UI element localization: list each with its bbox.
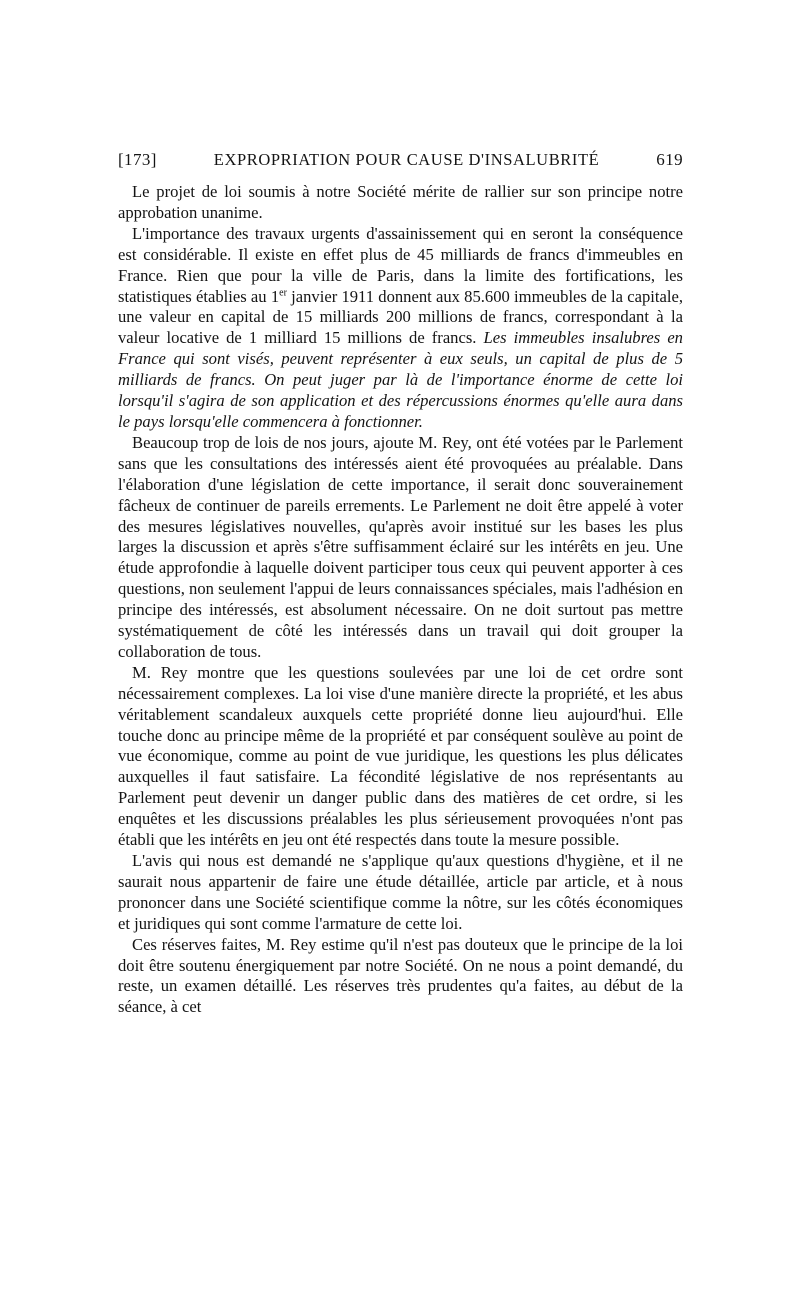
running-header (118, 150, 683, 170)
paragraph-2-italic-text: Les immeubles insalubres en France qui sont visés, peuvent représenter à eux seuls, un capital de plus de 5 milliards de francs. On peut juger par là de l'importance énorme de cette loi lorsqu'il s'agira de son application et des répercussions énormes qu'elle aura dans le pays lorsqu'elle commencera à fonctionner. (118, 328, 683, 431)
paragraph-6: Ces réserves faites, M. Rey estime qu'il n'est pas douteux que le principe de la loi doit être soutenu énergiquement par notre Société. On ne nous a point demandé, du reste, un examen détaillé. Les réserves très prudentes qu'a faites, au début de la séance, à cet (118, 934, 683, 1017)
paragraph-2-text: L'importance des travaux urgents d'assainissement qui en seront la conséquence est considérable. Il existe en effet plus de 45 milliards de francs d'immeubles en France. Rien que pour la ville de Paris, dans la limite des fortifications, les statistiques établies au 1 (118, 223, 683, 306)
paragraph-1: Le projet de loi soumis à notre Société mérite de rallier sur son principe notre approbation unanime. (118, 182, 683, 222)
page-number: 619 (656, 150, 683, 169)
document-page (118, 150, 683, 1018)
paragraph-3: Beaucoup trop de lois de nos jours, ajoute M. Rey, ont été votées par le Parlement sans que les consultations des intéressés aient été provoquées au préalable. Dans l'élaboration d'une législation de cette importance, il serait donc souverainement fâcheux de continuer de pareils errements. Le Parlement ne doit être appelé à voter des mesures législatives nouvelles, qu'après avoir institué sur les bases les plus larges la discussion et après s'être suffisamment éclairé sur les intérêts en jeu. Une étude approfondie à laquelle doivent participer tous ceux qui peuvent apporter à ces questions, non seulement l'appui de leurs connaissances spéciales, mais l'adhésion en principe des intéressés, est absolument nécessaire. On ne doit surtout pas mettre systématiquement de côté les intéressés dans un travail qui doit grouper la collaboration de tous. (118, 432, 683, 661)
body-text (118, 182, 683, 1018)
paragraph-4: M. Rey montre que les questions soulevées par une loi de cet ordre sont nécessairement complexes. La loi vise d'une manière directe la propriété, et les abus véritablement scandaleux auxquels cette propriété donne lieu aujourd'hui. Elle touche donc au principe même de la propriété et par conséquent soulève au point de vue économique, comme au point de vue juridique, les questions les plus délicates auxquelles il faut satisfaire. La fécondité législative de nos représentants au Parlement peut devenir un danger public dans des matières de cet ordre, si les enquêtes et les discussions préalables les plus sérieusement provoquées n'ont pas établi que les intérêts en jeu ont été respectés dans toute la mesure possible. (118, 662, 683, 850)
paragraph-5: L'avis qui nous est demandé ne s'applique qu'aux questions d'hygiène, et il ne saurait nous appartenir de faire une étude détaillée, article par article, et à nous prononcer dans une Société scientifique comme la nôtre, sur les côtés économiques et juridiques qui sont comme l'armature de cette loi. (118, 851, 683, 933)
paragraph-2 (118, 224, 683, 433)
section-reference: [173] (118, 150, 157, 169)
running-title: EXPROPRIATION POUR CAUSE D'INSALUBRITÉ (213, 150, 600, 169)
ordinal-superscript: er (279, 287, 287, 298)
paragraph-2-text-continued: janvier 1911 donnent aux 85.600 immeubles de la capitale, une valeur en capital de 15 milliards 200 millions de francs, correspondant à la valeur locative de 1 milliard 15 millions de francs. (118, 286, 683, 348)
